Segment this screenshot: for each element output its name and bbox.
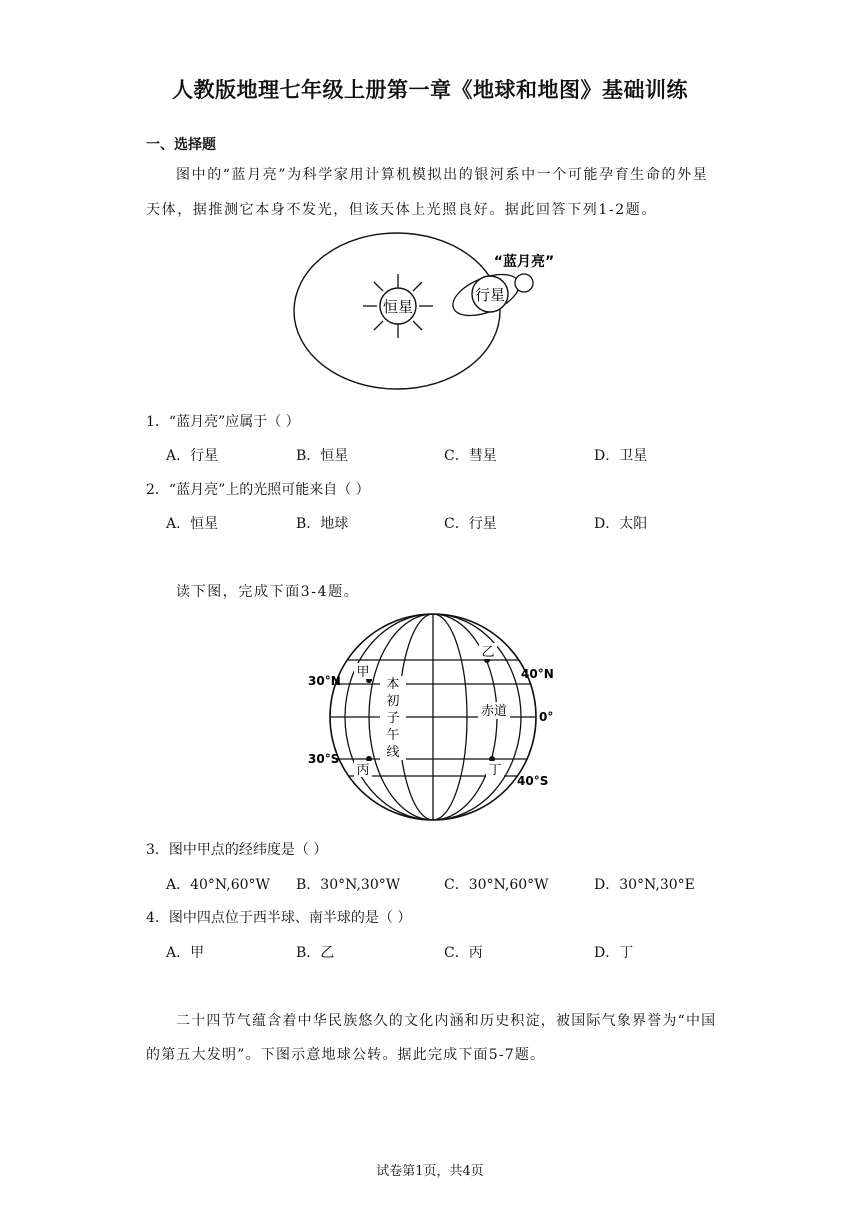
question-3-option-c: C．30°N,60°W bbox=[444, 877, 549, 893]
point-yi-label: 乙 bbox=[481, 645, 495, 660]
question-1-option-b: B．恒星 bbox=[296, 448, 349, 464]
lat-30n-label: 30°N bbox=[308, 674, 341, 688]
lat-30s-label: 30°S bbox=[308, 752, 340, 766]
point-jia-label: 甲 bbox=[356, 665, 370, 680]
graticule-lines bbox=[300, 604, 560, 830]
intro-paragraph-1-line-1: 图中的“蓝月亮”为科学家用计算机模拟出的银河系中一个可能孕育生命的外星 bbox=[176, 167, 709, 183]
intro-paragraph-2: 读下图，完成下面3-4题。 bbox=[176, 584, 360, 600]
question-4-option-d: D．丁 bbox=[594, 945, 634, 961]
question-2-option-a: A．恒星 bbox=[166, 516, 219, 532]
question-3-option-a: A．40°N,60°W bbox=[166, 877, 270, 893]
question-4-stem: 4．图中四点位于西半球、南半球的是（ ） bbox=[146, 910, 412, 926]
star-label: 恒星 bbox=[382, 298, 414, 316]
question-1-stem: 1．“蓝月亮”应属于（ ） bbox=[146, 414, 300, 430]
question-1-option-a: A．行星 bbox=[166, 448, 219, 464]
blue-moon-circle bbox=[515, 274, 533, 292]
equator-label: 赤道 bbox=[480, 704, 508, 719]
intro-paragraph-1-line-2: 天体，据推测它本身不发光，但该天体上光照良好。据此回答下列1-2题。 bbox=[146, 202, 657, 218]
section-heading: 一、选择题 bbox=[146, 137, 216, 153]
question-3-option-d: D．30°N,30°E bbox=[594, 877, 695, 893]
star-planet-moon-figure bbox=[290, 228, 580, 398]
question-4-option-b: B．乙 bbox=[296, 945, 335, 961]
blue-moon-label: “蓝月亮” bbox=[493, 254, 555, 270]
svg-text:本: 本 bbox=[386, 677, 400, 692]
equator-degree-label: 0° bbox=[539, 710, 554, 724]
point-ding-label: 丁 bbox=[488, 763, 502, 778]
page-footer: 试卷第1页，共4页 bbox=[376, 1164, 484, 1179]
page-title: 人教版地理七年级上册第一章《地球和地图》基础训练 bbox=[172, 77, 688, 102]
question-2-stem: 2．“蓝月亮”上的光照可能来自（ ） bbox=[146, 482, 370, 498]
globe-graticule-figure bbox=[300, 604, 560, 830]
intro-paragraph-3-line-1: 二十四节气蕴含着中华民族悠久的文化内涵和历史积淀，被国际气象界誉为“中国 bbox=[176, 1013, 717, 1029]
svg-text:午: 午 bbox=[386, 728, 400, 743]
intro-paragraph-3-line-2: 的第五大发明”。下图示意地球公转。据此完成下面5-7题。 bbox=[146, 1047, 546, 1063]
svg-text:初: 初 bbox=[386, 694, 400, 709]
question-4-option-c: C．丙 bbox=[444, 945, 483, 961]
lat-40n-label: 40°N bbox=[521, 667, 554, 681]
prime-meridian-label bbox=[386, 676, 399, 760]
question-2-option-c: C．行星 bbox=[444, 516, 497, 532]
question-3-stem: 3．图中甲点的经纬度是（ ） bbox=[146, 842, 328, 858]
question-4-option-a: A．甲 bbox=[166, 945, 205, 961]
svg-text:线: 线 bbox=[386, 745, 400, 760]
point-bing-label: 丙 bbox=[356, 763, 370, 778]
lat-40s-label: 40°S bbox=[517, 774, 549, 788]
planet-label: 行星 bbox=[474, 286, 506, 304]
question-1-option-d: D．卫星 bbox=[594, 448, 648, 464]
question-1-option-c: C．彗星 bbox=[444, 448, 497, 464]
question-2-option-d: D．太阳 bbox=[594, 516, 648, 532]
question-3-option-b: B．30°N,30°W bbox=[296, 877, 401, 893]
question-2-option-b: B．地球 bbox=[296, 516, 349, 532]
svg-text:子: 子 bbox=[386, 711, 400, 726]
